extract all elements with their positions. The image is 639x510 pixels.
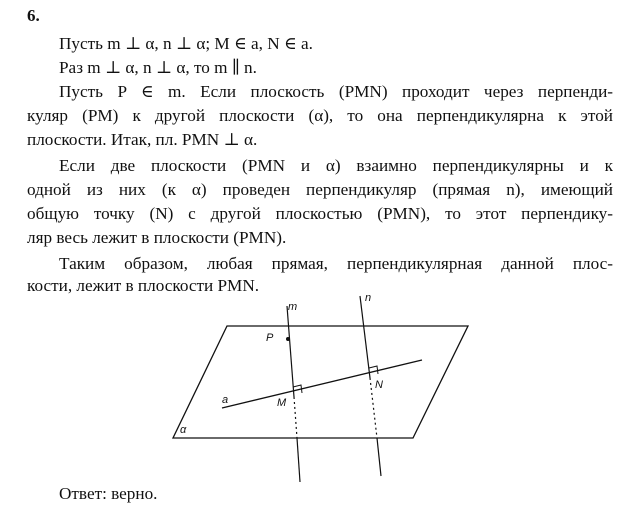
p3-line-2: куляр (PM) к другой плоскости (α), то она перпендикулярна к этой <box>27 106 613 125</box>
problem-number: 6. <box>27 6 40 25</box>
p4-line-2: одной из них (к α) проведен перпендикуляр (прямая n), имеющий <box>27 180 613 199</box>
text-line <box>59 56 257 79</box>
p2-line-1: Раз m ⊥ α, n ⊥ α, то m ∥ n. <box>59 58 257 77</box>
line-n <box>360 296 370 378</box>
geometry-figure <box>160 290 480 485</box>
text-line <box>59 32 313 55</box>
line-m-lower <box>297 438 300 482</box>
p5-line-2: кости, лежит в плоскости PMN. <box>27 276 260 295</box>
p3-line-3: плоскости. Итак, пл. PMN ⊥ α. <box>27 130 258 149</box>
label-n: n <box>365 292 372 304</box>
p4-line-3: общую точку (N) с другой плоскостью (PMN), то этот перпендику- <box>27 204 613 223</box>
label-p: P <box>266 332 274 344</box>
label-a: a <box>222 394 229 406</box>
label-m-point: M <box>277 397 287 409</box>
p1-line-1: Пусть m ⊥ α, n ⊥ α; M ∈ a, N ∈ a. <box>59 34 313 53</box>
line-a <box>222 360 422 408</box>
line-m <box>287 306 294 397</box>
answer-line: Ответ: верно. <box>59 484 158 503</box>
label-alpha: α <box>180 424 187 436</box>
line-m-hidden <box>294 397 297 438</box>
label-n-point: N <box>375 379 383 391</box>
p5-line-1: Таким образом, любая прямая, перпендикулярная данной плос- <box>59 254 613 273</box>
plane-alpha <box>173 326 468 438</box>
line-n-lower <box>377 438 381 476</box>
point-p <box>286 337 290 341</box>
p3-line-1: Пусть P ∈ m. Если плоскость (PMN) проходит через перпенди- <box>59 82 613 101</box>
label-m: m <box>288 301 298 313</box>
p4-line-1: Если две плоскости (PMN и α) взаимно перпендикулярны и к <box>59 156 613 175</box>
p4-line-4: ляр весь лежит в плоскости (PMN). <box>27 228 287 247</box>
